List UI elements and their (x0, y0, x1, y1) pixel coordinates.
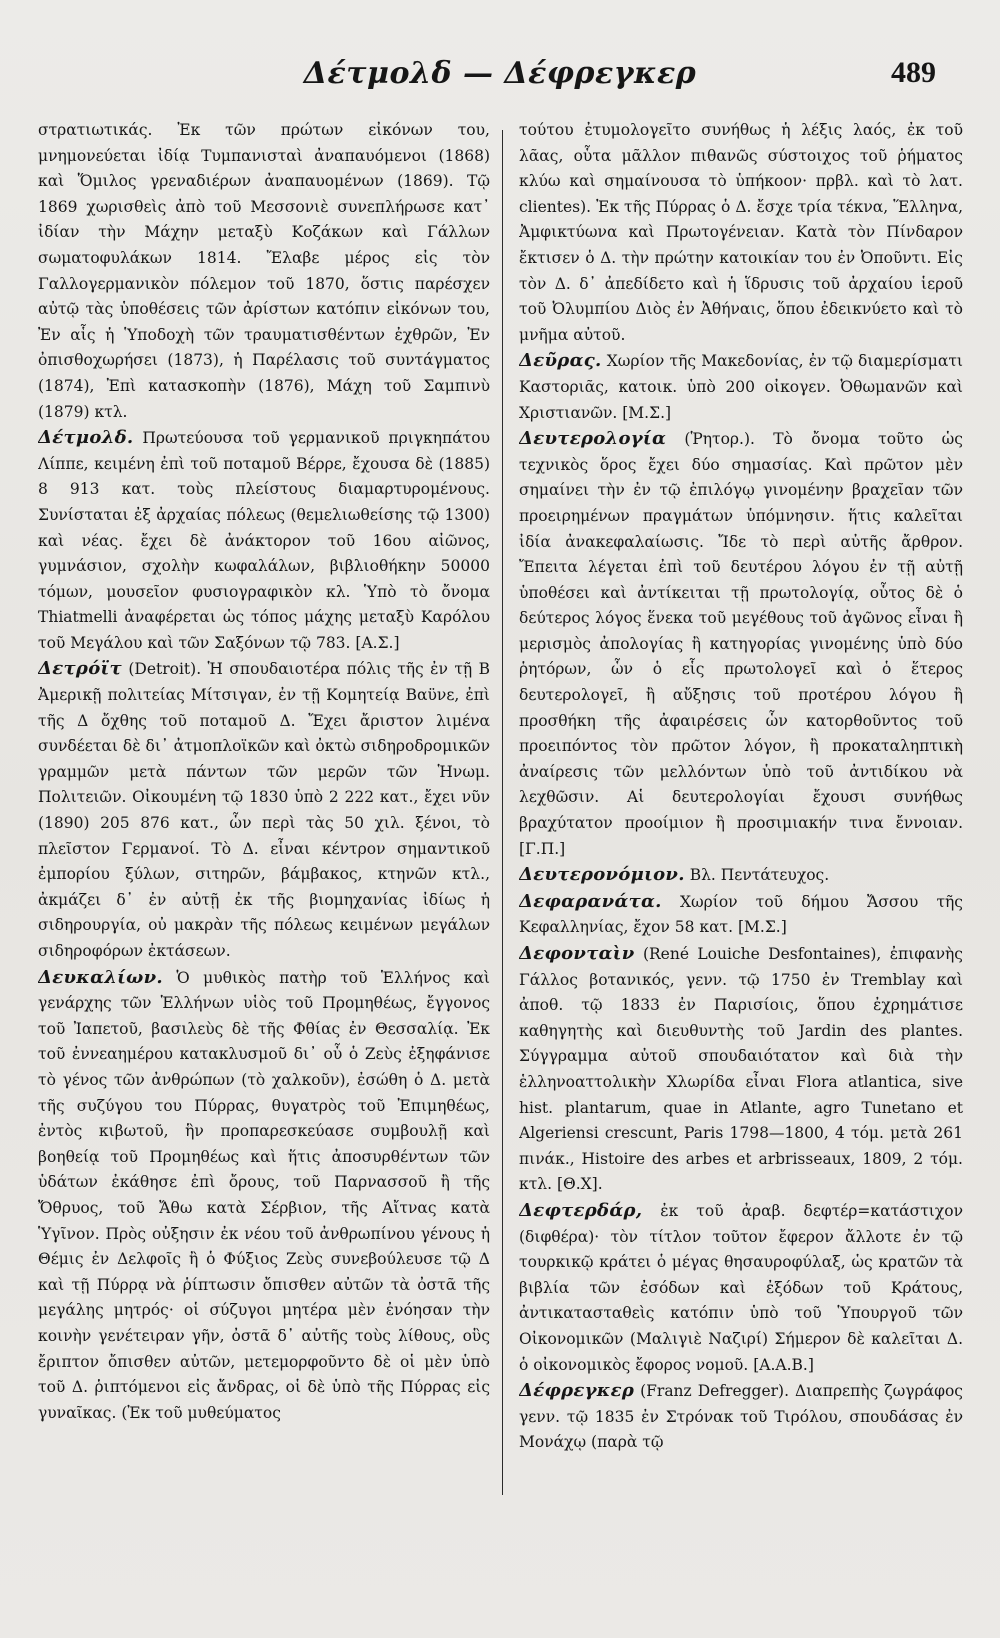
headword: Δεῦρας. (519, 350, 602, 372)
headword: Δεφαρανάτα. (519, 890, 662, 912)
headword: Δετρόϊτ (38, 658, 122, 680)
left-column (38, 118, 490, 1518)
headword: Δευκαλίων. (38, 966, 163, 988)
column-divider (502, 130, 503, 1495)
entry-text: Βλ. Πεντάτευχος. (684, 866, 830, 885)
entry-text: (Ῥητορ.). Τὸ ὄνομα τοῦτο ὡς τεχνικὸς ὅρος ἔχει δύο σημασίας. Καὶ πρῶτον μὲν σημαίνει τὴν ἐν τῷ ἐπιλόγῳ γινομένην βραχεῖαν τῶν προειρημένων πραγμάτων ὑπόμνησιν. ἥτις καλεῖται ἰδία ἀνακεφαλαίωσις. Ἴδε τὸ περὶ αὐτῆς ἄρθρον. Ἔπειτα λέγεται ἐπὶ τοῦ δευτέρου λόγου ἐν τῇ αὐτῇ ὑποθέσει καὶ ἀντίκειται τῇ πρωτολογίᾳ, οὗτος δὲ ὁ δεύτερος λόγος ἕνεκα τοῦ μεγέθους τοῦ ἀγῶνος εἶναι ἢ μερισμὸς ἀπολογίας ἢ κατηγορίας γινομένης ὑπὸ δύο ῥητόρων, ὧν ὁ εἷς πρωτολογεῖ καὶ ὁ ἕτερος δευτερολογεῖ, ἢ αὔξησις τοῦ προτέρου λόγου ἢ προσθήκη τῆς ἀφαιρέσεις ὧν κατορθοῦντος τοῦ προειπόντος τὸν πρῶτον λόγον, ἢ προκαταληπτικὴ ἀναίρεσις τῶν μελλόντων ὑπὸ τοῦ ἀντιδίκου νὰ λεχθῶσιν. Αἱ δευτερολογίαι ἔχουσι συνήθως βραχύτατον προοίμιον ἢ προσιμιακήν τινα ἔννοιαν. [Γ.Π.] (519, 430, 963, 858)
headword: Δέφρεγκερ (519, 1380, 635, 1402)
entry-text: (Detroit). Ἡ σπουδαιοτέρα πόλις τῆς ἐν τῇ Β Ἀμερικῇ πολιτείας Μίτσιγαν, ἐν τῇ Κομητείᾳ Βαϋνε, ἐπὶ τῆς Δ ὄχθης τοῦ ποταμοῦ Δ. Ἔχει ἄριστον λιμένα συνδέεται δὲ δι᾽ ἀτμοπλοϊκῶν καὶ ὀκτὼ σιδηροδρομικῶν γραμμῶν μετὰ πάντων τῶν μερῶν τῶν Ἡνωμ. Πολιτειῶν. Οἰκουμένη τῷ 1830 ὑπὸ 2 222 κατ., ἔχει νῦν (1890) 205 876 κατ., ὧν περὶ τὰς 50 χιλ. ξένοι, τὸ πλεῖστον Γερμανοί. Τὸ Δ. εἶναι κέντρον σημαντικοῦ ἐμπορίου ξύλων, σιτηρῶν, βάμβακος, κτηνῶν κτλ., ἀκμάζει δ᾽ ἐν αὐτῇ ἐκ τῆς βιομηχανίας ἰδίως ἡ σιδηρουργία, οὐ μακρὰν τῆς πόλεως κειμένων μεγάλων σιδηροφόρων ἐκτάσεων. (38, 660, 490, 960)
entry-detroit (38, 656, 490, 964)
headword: Δέτμολδ. (38, 427, 134, 449)
entry-text: Χωρίον τοῦ δήμου Ἄσσου τῆς Κεφαλληνίας, ἔχον 58 κατ. [Μ.Σ.] (519, 892, 963, 937)
headword: Δευτερολογία (519, 428, 667, 450)
entry-defaranata (519, 889, 963, 941)
entry-text: Πρωτεύουσα τοῦ γερμανικοῦ πριγκηπάτου Λίππε, κειμένη ἐπὶ τοῦ ποταμοῦ Βέρρε, ἔχουσα δὲ (1885) 8 913 κατ. τοὺς πλείστους διαμαρτυρομένους. Συνίσταται ἐξ ἀρχαίας πόλεως (θεμελιωθείσης τῷ 1300) καὶ νέας. ἔχει δὲ ἀνάκτορον τοῦ 16ου αἰῶνος, γυμνάσιον, σχολὴν κωφαλάλων, βιβλιοθήκην 50000 τόμων, μουσεῖον φυσιογραφικὸν κλ. Ὑπὸ τὸ ὄνομα Thiatmelli ἀναφέρεται ὡς τόπος μάχης μεταξὺ Καρόλου τοῦ Μεγάλου καὶ τῶν Σαξόνων τῷ 783. [Α.Σ.] (38, 429, 490, 652)
entry-detmold (38, 425, 490, 656)
headword: Δευτερονόμιον. (519, 864, 685, 886)
entry-text: Ὁ μυθικὸς πατὴρ τοῦ Ἑλλήνος καὶ γενάρχης τῶν Ἑλλήνων υἱὸς τοῦ Προμηθέως, ἔγγονος τοῦ Ἰαπετοῦ, βασιλεὺς δὲ τῆς Φθίας ἐν Θεσσαλίᾳ. Ἐκ τοῦ ἐννεαημέρου κατακλυσμοῦ δι᾽ οὗ ὁ Ζεὺς ἐξηφάνισε τὸ γένος τῶν ἀνθρώπων (τὸ χαλκοῦν), ἐσώθη ὁ Δ. μετὰ τῆς συζύγου του Πύρρας, θυγατρὸς τοῦ Ἐπιμηθέως, ἐντὸς κιβωτοῦ, ἣν προπαρεσκεύασε συμβουλῇ καὶ βοηθείᾳ τοῦ Προμηθέως καὶ ἥτις ἀποσυρθέντων τῶν ὑδάτων ἐκάθησε ἐπὶ ὄρους, τοῦ Παρνασσοῦ ἢ τῆς Ὄθρυος, τοῦ Ἄθω κατὰ Σέρβιον, τῆς Αἴτνας κατὰ Ὑγῖνον. Πρὸς οὐξησιν ἐκ νέου τοῦ ἀνθρωπίνου γένους ἡ Θέμις ἐν Δελφοῖς ἢ ὁ Φύξιος Ζεὺς συνεβούλευσε τῷ Δ καὶ τῇ Πύρρᾳ νὰ ῥίπτωσιν ὄπισθεν αὐτῶν τὰ ὀστᾶ τῆς μεγάλης μητρός· οἱ σύζυγοι μητέρα μὲν ἐνόησαν τὴν κοινὴν γενέτειραν γῆν, ὀστᾶ δ᾽ αὐτῆς τοὺς λίθους, οὓς ἔριπτον ὄπισθεν αὐτῶν, μετεμορφοῦντο δὲ οἱ μὲν ὑπὸ τοῦ Δ. ῥιπτόμενοι εἰς ἄνδρας, οἱ δὲ ὑπὸ τῆς Πύρρας εἰς γυναῖκας. (Ἐκ τοῦ μυθεύματος (38, 968, 490, 1422)
running-head: Δέτμολδ — Δέφρεγκερ (303, 56, 697, 91)
entry-defregger (519, 1378, 963, 1456)
headword: Δεφονταὶν (519, 943, 635, 964)
entry-deuterologia (519, 426, 963, 862)
entry-text: (Franz Defregger). Διαπρεπὴς ζωγράφος γενν. τῷ 1835 ἐν Στρόνακ τοῦ Τιρόλου, σπουδάσας ἐν Μονάχῳ (παρὰ τῷ (519, 1382, 963, 1452)
entry-text: Χωρίον τῆς Μακεδονίας, ἐν τῷ διαμερίσματι Καστοριᾶς, κατοικ. ὑπὸ 200 οἰκογεν. Ὀθωμανῶν καὶ Χριστιανῶν. [Μ.Σ.] (519, 352, 963, 422)
right-column (519, 118, 963, 1518)
entry-text: (René Louiche Desfontaines), ἐπιφανὴς Γάλλος βοτανικός, γενν. τῷ 1750 ἐν Tremblay καὶ ἀποθ. τῷ 1833 ἐν Παρισίοις, ὅπου ἐχρημάτισε καθηγητὴς καὶ διευθυντὴς τοῦ Jardin des plantes. Σύγγραμμα αὐτοῦ σπουδαιότατον καὶ διὰ τὴν ἑλληνοαττολικὴν Χλωρίδα εἶναι Flora atlantica, sive hist. plantarum, quae in Atlante, agro Tunetano et Algeriensi crescunt, Paris 1798—1800, 4 τόμ. μετὰ 261 πινάκ., Histoire des arbes et arbrisseaux, 1809, 2 τόμ. κτλ. [Θ.Χ]. (519, 945, 963, 1194)
entry-text: ἐκ τοῦ ἀραβ. δεφτέρ=κατάστιχον (διφθέρα)· τὸν τίτλον τοῦτον ἔφερον ἄλλοτε ἐν τῷ τουρκικῷ κράτει ὁ μέγας θησαυροφύλαξ, ὡς κρατῶν τὰ βιβλία τῶν ἐσόδων καὶ ἐξόδων τοῦ Κράτους, ἀντικατασταθεὶς κατόπιν ὑπὸ τοῦ Ὑπουργοῦ τῶν Οἰκονομικῶν (Μαλιγιὲ Ναζιρί) Σήμερον δὲ καλεῖται Δ. ὁ οἰκονομικὸς ἔφορος νομοῦ. [Α.Α.Β.] (519, 1201, 963, 1374)
entry-deuteronomion (519, 862, 963, 889)
entry-deuras (519, 348, 963, 426)
headword: Δεφτερδάρ, (519, 1199, 643, 1221)
page-number: 489 (891, 56, 936, 89)
continued-text: στρατιωτικάς. Ἐκ τῶν πρώτων εἰκόνων του, μνημονεύεται ἰδίᾳ Τυμπανισταὶ ἀναπαυόμενοι (1868) καὶ Ὅμιλος γρεναδιέρων ἀναπαυομένων (1869). Τῷ 1869 χωρισθεὶς ἀπὸ τοῦ Μεσσονιὲ συνεπλήρωσε κατ᾽ ἰδίαν τὴν Μάχην μεταξὺ Κοζάκων καὶ Γάλλων σωματοφυλάκων 1814. Ἔλαβε μέρος εἰς τὸν Γαλλογερμανικὸν πόλεμον τοῦ 1870, ὅστις παρέσχεν αὐτῷ τὰς ὑποθέσεις τῶν ἀρίστων κατόπιν εἰκόνων του, Ἐν αἷς ἡ Ὑποδοχὴ τῶν τραυματισθέντων ἐχθρῶν, Ἐν ὀπισθοχωρήσει (1873), ἡ Παρέλασις τοῦ συντάγματος (1874), Ἐπὶ κατασκοπὴν (1876), Μάχη τοῦ Σαμπινὺ (1879) κτλ. (38, 121, 490, 421)
continued-text: τούτου ἐτυμολογεῖτο συνήθως ἡ λέξις λαός, ἐκ τοῦ λᾶας, οὗτα μᾶλλον πιθανῶς σύστοιχος τοῦ ῥήματος κλύω καὶ σημαίνουσα τὸ ὑπήκοον· πρβλ. καὶ τὸ λατ. clientes). Ἐκ τῆς Πύρρας ὁ Δ. ἔσχε τρία τέκνα, Ἕλληνα, Ἀμφικτύωνα καὶ Πρωτογένειαν. Κατὰ τὸν Πίνδαρον ἔκτισεν ὁ Δ. τὴν πρώτην κατοικίαν του ἐν Ὀποῦντι. Εἰς τὸν Δ. δ᾽ ἀπεδίδετο καὶ ἡ ἵδρυσις τοῦ ἀρχαίου ἱεροῦ τοῦ Ὀλυμπίου Διὸς ἐν Ἀθήναις, ὅπου ἐδεικνύετο καὶ τὸ μνῆμα αὐτοῦ. (519, 121, 963, 344)
entry-deukalion (38, 965, 490, 1427)
entry-desfontaines (519, 941, 963, 1198)
entry-defterdar (519, 1198, 963, 1378)
page-header (0, 56, 1000, 100)
